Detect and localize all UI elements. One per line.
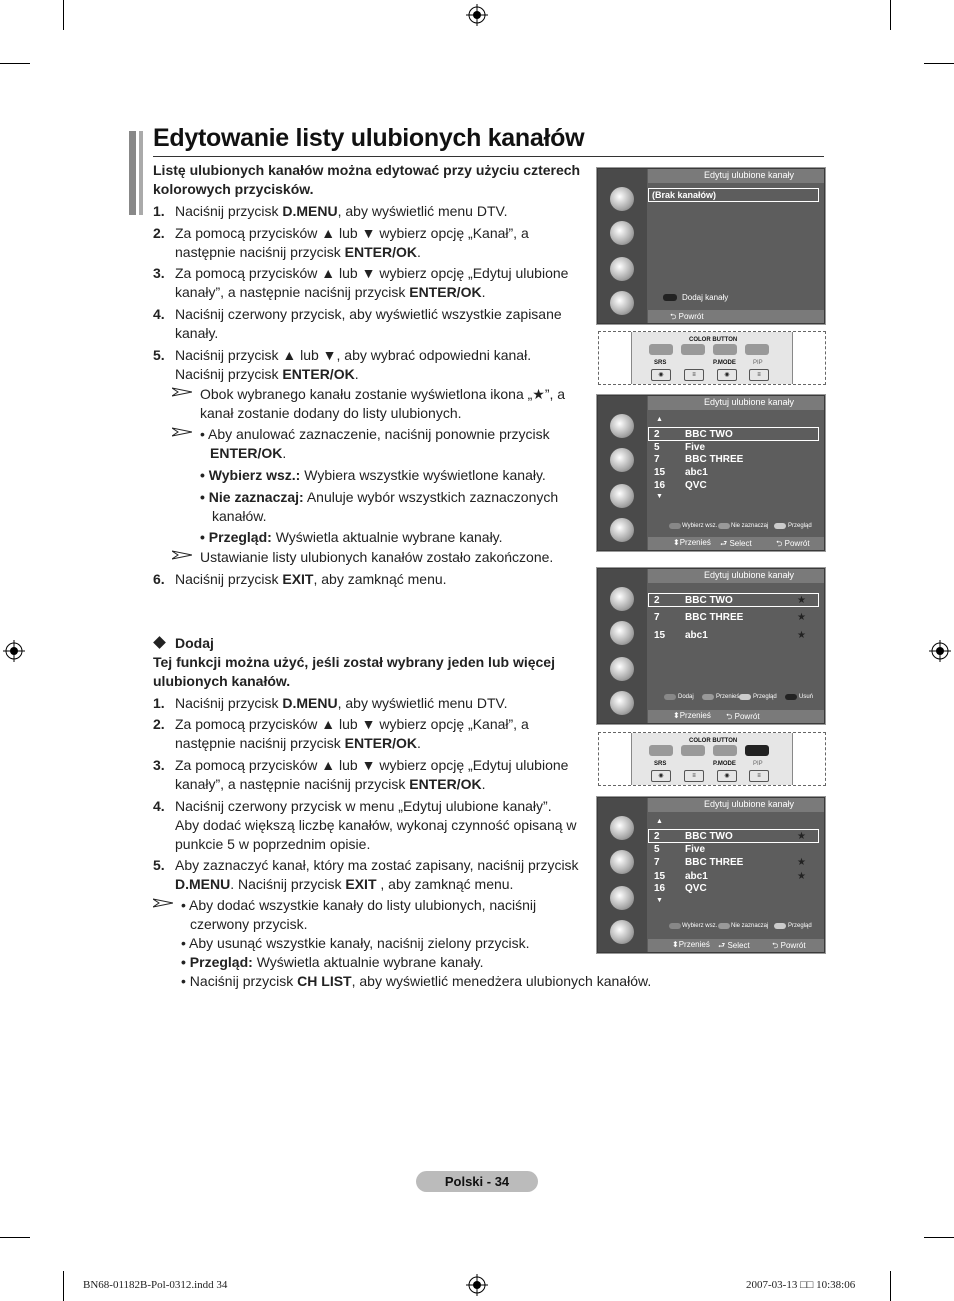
channel-menu-icon: [610, 518, 634, 542]
step-text: Naciśnij przycisk ▲ lub ▼, aby wybrać odpowiedni kanał. Naciśnij przycisk ENTER/OK.: [175, 347, 532, 382]
channel-menu-icon: [610, 291, 634, 315]
bullet-select-all: • Wybierz wsz.: Wybiera wszystkie wyświetlone kanały.: [200, 467, 546, 483]
step-number: 3.: [153, 757, 165, 773]
screen-header: Edytuj ulubione kanały: [704, 170, 795, 180]
note-text: • Aby dodać wszystkie kanały do listy ulubionych, naciśnij czerwony przycisk. • Aby usunąć wszystkie kanały, naciśnij zielony przycisk. • Przegląd: Wyświetla aktualnie wybrane kanały. • Naciśnij przycisk CH LIST, aby wyświetlić menedżera ulubionych kanałów.: [181, 897, 652, 989]
intro-text: Listę ulubionych kanałów można edytować przy użyciu czterech kolorowych przycisków.: [153, 162, 581, 197]
note-arrow-icon: [172, 387, 192, 397]
step-text: Naciśnij czerwony przycisk, aby wyświetlić wszystkie zapisane kanały.: [175, 306, 562, 341]
hint-add-channels: Dodaj kanały: [682, 293, 729, 302]
channel-name[interactable]: BBC THREE: [685, 857, 744, 868]
channel-menu-icon: [610, 920, 634, 944]
select-label: ⮐ Select: [720, 539, 752, 548]
setup-menu-icon: [610, 886, 634, 910]
red-button-icon: [663, 294, 677, 301]
channel-number: 7: [654, 612, 660, 623]
channel-number: 7: [654, 857, 660, 868]
back-label: ⮌ Powrót: [726, 712, 760, 721]
title-bar: [129, 131, 136, 215]
channel-name[interactable]: BBC TWO: [685, 595, 733, 606]
hint-preview: Przegląd: [788, 923, 812, 929]
title-bar: [139, 131, 143, 215]
scroll-down-icon: ▼: [656, 493, 663, 500]
yellow-button[interactable]: [713, 745, 737, 756]
favorite-star-icon: ★: [797, 630, 806, 641]
picture-menu-icon: [610, 816, 634, 840]
hint-deselect: Nie zaznaczaj: [731, 523, 769, 529]
note-text: Obok wybranego kanału zostanie wyświetlona ikona „★”, a kanał zostanie dodany do listy ulubionych.: [200, 386, 566, 421]
sound-menu-icon: [610, 621, 634, 645]
hint-preview: Przegląd: [753, 694, 777, 700]
step-number: 2.: [153, 225, 165, 241]
channel-name[interactable]: BBC THREE: [685, 612, 744, 623]
screen-header: Edytuj ulubione kanały: [704, 570, 795, 580]
bullet-deselect: • Nie zaznaczaj: Anuluje wybór wszystkich zaznaczonych kanałów.: [200, 489, 559, 524]
red-button[interactable]: [649, 344, 673, 355]
channel-name[interactable]: abc1: [685, 630, 708, 641]
channel-number: 7: [654, 454, 660, 465]
channel-number: 2: [654, 429, 660, 440]
hint-add: Dodaj: [678, 694, 694, 700]
channel-number: 5: [654, 442, 660, 453]
step-number: 4.: [153, 798, 165, 814]
step-number: 1.: [153, 695, 165, 711]
srs-label: SRS: [654, 360, 667, 366]
channel-name[interactable]: BBC THREE: [685, 454, 744, 465]
title-rule: [153, 156, 824, 157]
favorite-star-icon: ★: [797, 612, 806, 623]
screen-header: Edytuj ulubione kanały: [704, 799, 795, 809]
hint-select-all: Wybierz wsz.: [682, 923, 718, 929]
picture-menu-icon: [610, 187, 634, 211]
registration-mark-icon: [466, 1274, 488, 1296]
step-text: Aby zaznaczyć kanał, który ma zostać zapisany, naciśnij przycisk D.MENU. Naciśnij przycisk EXIT , aby zamknąć menu.: [175, 857, 579, 892]
favorite-star-icon: ★: [797, 595, 806, 606]
section-intro: Tej funkcji można użyć, jeśli został wybrany jeden lub więcej ulubionych kanałów.: [153, 654, 555, 689]
page-number-label: Polski - 34: [416, 1171, 538, 1192]
blue-button[interactable]: [745, 344, 769, 355]
channel-number: 15: [654, 467, 666, 478]
step-text: Naciśnij przycisk EXIT, aby zamknąć menu.: [175, 571, 447, 587]
registration-mark-icon: [929, 640, 951, 662]
channel-name[interactable]: BBC TWO: [685, 831, 733, 842]
pmode-label: P.MODE: [713, 360, 736, 366]
tv-screen-favorites: [597, 568, 825, 724]
print-file-name: BN68-01182B-Pol-0312.indd 34: [83, 1279, 228, 1291]
tv-screen-empty: [597, 168, 825, 324]
back-label: ⮌ Powrót: [670, 312, 704, 321]
channel-name[interactable]: abc1: [685, 871, 708, 882]
sound-menu-icon: [610, 448, 634, 472]
step-text: Za pomocą przycisków ▲ lub ▼ wybierz opcję „Kanał”, a następnie naciśnij przycisk ENTER/OK.: [175, 225, 529, 260]
pip-label: PIP: [753, 360, 763, 366]
step-text: Naciśnij przycisk D.MENU, aby wyświetlić menu DTV.: [175, 695, 508, 711]
empty-list-label: (Brak kanałów): [652, 190, 717, 200]
page-title: Edytowanie listy ulubionych kanałów: [153, 124, 585, 152]
picture-menu-icon: [610, 414, 634, 438]
bullet-preview: • Przegląd: Wyświetla aktualnie wybrane kanały.: [200, 529, 503, 545]
srs-label: SRS: [654, 761, 667, 767]
channel-name[interactable]: QVC: [685, 883, 707, 894]
step-text: Naciśnij przycisk D.MENU, aby wyświetlić menu DTV.: [175, 203, 508, 219]
favorite-star-icon: ★: [797, 871, 806, 882]
move-label: ⬍Przenieś: [673, 538, 711, 547]
note-text: • Aby anulować zaznaczenie, naciśnij ponownie przycisk ENTER/OK.: [200, 426, 550, 461]
favorite-star-icon: ★: [797, 857, 806, 868]
step-text: Za pomocą przycisków ▲ lub ▼ wybierz opcję „Edytuj ulubione kanały”, a następnie naciśnij przycisk ENTER/OK.: [175, 757, 569, 792]
channel-name[interactable]: Five: [685, 844, 706, 855]
hint-move: Przenieś: [716, 694, 740, 700]
back-label: ⮌ Powrót: [776, 539, 810, 548]
channel-number: 15: [654, 871, 666, 882]
back-label: ⮌ Powrót: [772, 941, 806, 950]
note-arrow-icon: [153, 898, 173, 908]
channel-number: 16: [654, 480, 666, 491]
blue-button[interactable]: [745, 745, 769, 756]
step-number: 5.: [153, 857, 165, 873]
note-text: Ustawianie listy ulubionych kanałów zostało zakończone.: [200, 549, 554, 565]
channel-number: 15: [654, 630, 666, 641]
channel-name[interactable]: BBC TWO: [685, 429, 733, 440]
setup-menu-icon: [610, 484, 634, 508]
select-label: ⮐ Select: [718, 941, 750, 950]
hint-delete: Usuń: [799, 694, 814, 700]
section-heading-add: Dodaj: [175, 635, 214, 651]
step-text: Za pomocą przycisków ▲ lub ▼ wybierz opcję „Edytuj ulubione kanały”, a następnie naciśnij przycisk ENTER/OK.: [175, 265, 569, 300]
tv-screen-channel-list: [597, 395, 825, 551]
step-number: 4.: [153, 306, 165, 322]
move-label: ⬍Przenieś: [672, 940, 710, 949]
picture-menu-icon: [610, 587, 634, 611]
channel-name[interactable]: Five: [685, 442, 706, 453]
registration-mark-icon: [466, 4, 488, 26]
sound-menu-icon: [610, 221, 634, 245]
remote-color-buttons: COLOR BUTTON SRS P.MODE PIP ◉ ≡ ◉ ≡: [598, 331, 826, 385]
pip-label: PIP: [753, 761, 763, 767]
move-label: ⬍Przenieś: [673, 711, 711, 720]
screen-header: Edytuj ulubione kanały: [704, 397, 795, 407]
scroll-up-icon: ▲: [656, 416, 663, 423]
note-arrow-icon: [172, 550, 192, 560]
channel-name[interactable]: abc1: [685, 467, 708, 478]
diamond-icon: [153, 636, 166, 649]
step-number: 5.: [153, 347, 165, 363]
scroll-down-icon: ▼: [656, 897, 663, 904]
step-number: 3.: [153, 265, 165, 281]
channel-number: 2: [654, 595, 660, 606]
hint-preview: Przegląd: [788, 523, 812, 529]
remote-color-buttons: COLOR BUTTON SRS P.MODE PIP ◉ ≡ ◉ ≡: [598, 732, 826, 786]
setup-menu-icon: [610, 257, 634, 281]
step-number: 2.: [153, 716, 165, 732]
channel-name[interactable]: QVC: [685, 480, 707, 491]
hint-select-all: Wybierz wsz.: [682, 523, 718, 529]
pmode-label: P.MODE: [713, 761, 736, 767]
channel-number: 5: [654, 844, 660, 855]
favorite-star-icon: ★: [797, 831, 806, 842]
registration-mark-icon: [3, 640, 25, 662]
setup-menu-icon: [610, 657, 634, 681]
color-button-label: COLOR BUTTON: [689, 738, 738, 744]
note-arrow-icon: [172, 427, 192, 437]
channel-number: 2: [654, 831, 660, 842]
channel-number: 16: [654, 883, 666, 894]
green-button[interactable]: [681, 344, 705, 355]
sound-menu-icon: [610, 850, 634, 874]
step-number: 6.: [153, 571, 165, 587]
print-timestamp: 2007-03-13 □□ 10:38:06: [746, 1279, 856, 1291]
channel-menu-icon: [610, 691, 634, 715]
green-button[interactable]: [681, 745, 705, 756]
scroll-up-icon: ▲: [656, 818, 663, 825]
color-button-label: COLOR BUTTON: [689, 337, 738, 343]
red-button[interactable]: [649, 745, 673, 756]
yellow-button[interactable]: [713, 344, 737, 355]
hint-deselect: Nie zaznaczaj: [731, 923, 769, 929]
step-text: Naciśnij czerwony przycisk w menu „Edytuj ulubione kanały”. Aby dodać większą liczbę kanałów, wykonaj czynność opisaną w punkcie 5 w poprzednim opisie.: [175, 798, 577, 852]
step-number: 1.: [153, 203, 165, 219]
step-text: Za pomocą przycisków ▲ lub ▼ wybierz opcję „Kanał”, a następnie naciśnij przycisk ENTER/OK.: [175, 716, 529, 751]
tv-screen-channel-list-starred: [597, 797, 825, 953]
